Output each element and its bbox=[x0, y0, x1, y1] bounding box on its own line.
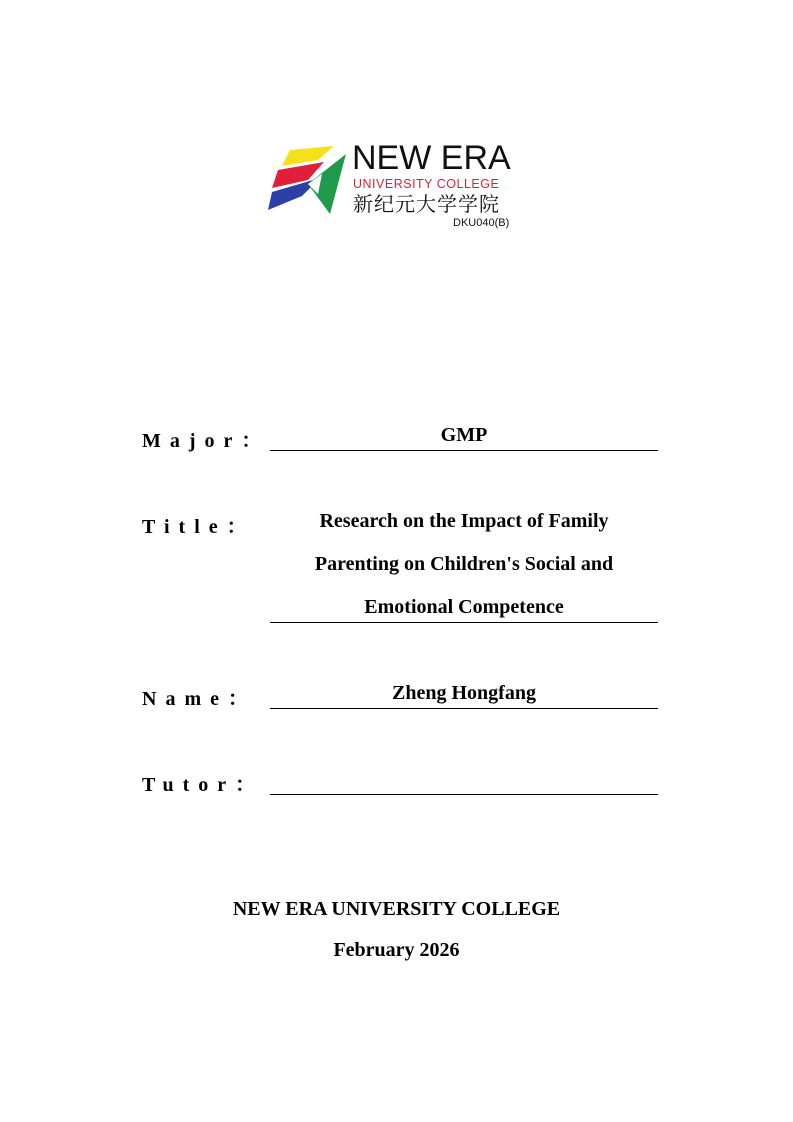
university-logo bbox=[268, 139, 530, 236]
logo-code: DKU040(B) bbox=[453, 217, 510, 229]
name-label: Name： bbox=[142, 688, 257, 710]
logo-wordmark: NEW ERA bbox=[352, 139, 511, 177]
name-value: Zheng Hongfang bbox=[392, 682, 536, 704]
title-underline bbox=[270, 622, 658, 623]
tutor-underline bbox=[270, 794, 658, 795]
major-underline bbox=[270, 450, 658, 451]
title-label: Title： bbox=[142, 516, 256, 538]
major-label: Major： bbox=[142, 430, 271, 452]
tutor-label: Tutor： bbox=[142, 774, 265, 796]
title-line-1: Research on the Impact of Family bbox=[319, 510, 609, 532]
logo-subtitle: UNIVERSITY COLLEGE bbox=[353, 177, 500, 191]
title-line-2: Parenting on Children's Social and bbox=[314, 553, 614, 575]
logo-chinese-name: 新纪元大学学院 bbox=[353, 192, 500, 216]
major-value: GMP bbox=[440, 424, 488, 446]
logo-emblem-icon bbox=[268, 144, 352, 216]
title-line-3: Emotional Competence bbox=[364, 596, 564, 618]
submission-date: February 2026 bbox=[333, 939, 460, 961]
name-underline bbox=[270, 708, 658, 709]
institution-name: NEW ERA UNIVERSITY COLLEGE bbox=[232, 898, 561, 920]
